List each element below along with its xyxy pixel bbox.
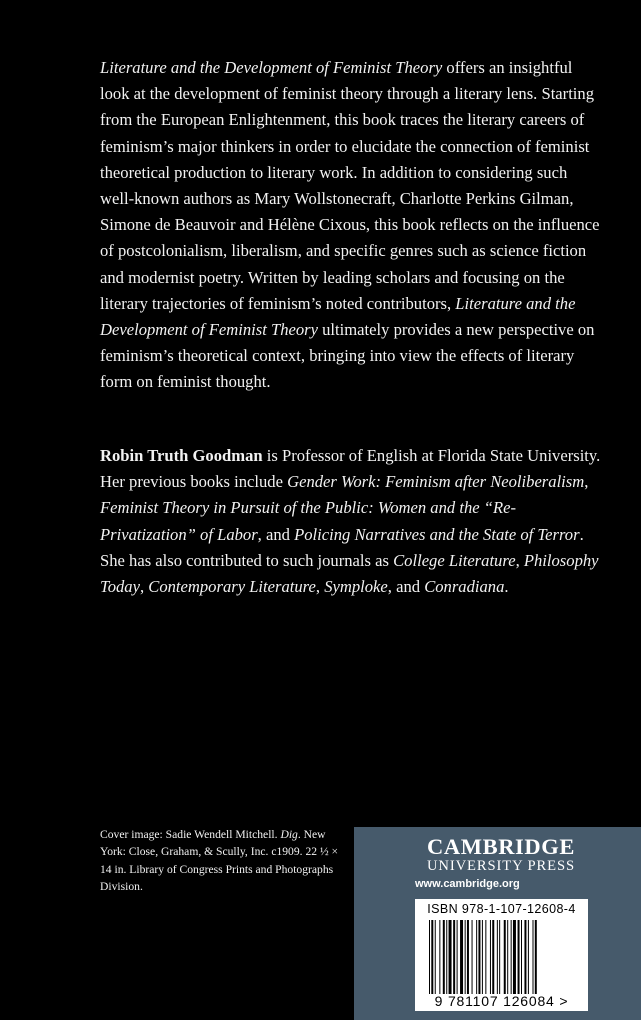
barcode-bar <box>482 920 483 994</box>
barcode-bar <box>467 920 469 994</box>
barcode-bar <box>457 920 458 994</box>
barcode-bar <box>504 920 506 994</box>
barcode-bar <box>492 920 494 994</box>
barcode-bar <box>449 920 452 994</box>
bio-text: , and <box>257 524 295 544</box>
barcode-digits: 9 781107 126084 > <box>434 993 569 1009</box>
barcode-bar <box>431 920 433 994</box>
journal-name: Philosophy Today <box>100 550 599 597</box>
barcode-bar <box>511 920 512 994</box>
barcode-bars <box>429 920 574 994</box>
barcode-bar <box>497 920 498 994</box>
barcode-bar <box>490 920 491 994</box>
description-text: offers an insightful look at the development of feminist theory through a literary lens. Starting from the European Enlightenment, this book traces the literary careers of feminism’s major thinkers in order to elucidate the connection of feminist theoretical production to literary work. In addition to considering such well-known authors as Mary Wollstonecraft, Charlotte Perkins Gilman, Simone de Beauvoir and Hélène Cixous, this book reflects on the influence of postcolonialism, liberalism, and specific genres such as science fiction and modernist poetry. Written by leading scholars and focusing on the literary trajectories of feminism’s noted contributors, <box>100 58 600 313</box>
barcode-bar <box>453 920 455 994</box>
barcode-bar <box>533 920 534 994</box>
barcode-bar <box>476 920 477 994</box>
credit-text: . New York: Close, Graham, & Scully, Inc. c1909. 22 ½ × 14 in. Library of Congress Prints and Photographs Division. <box>100 828 339 894</box>
isbn-label: ISBN 978-1-107-12608-4 <box>427 902 576 916</box>
bio-text: , <box>139 577 149 597</box>
bio-text: , and <box>387 577 425 597</box>
barcode-bar <box>528 920 529 994</box>
bio-text: , <box>515 550 524 570</box>
book-description <box>100 55 600 396</box>
artwork-title: Dig <box>280 828 298 841</box>
barcode-bar <box>478 920 480 994</box>
journal-name: Contemporary Literature <box>148 577 316 597</box>
barcode-bar <box>435 920 436 994</box>
barcode-bar <box>429 920 430 994</box>
publisher-name: CAMBRIDGE <box>427 834 575 859</box>
bio-text: . She has also contributed to such journals as <box>100 524 584 570</box>
credit-text: Cover image: Sadie Wendell Mitchell. <box>100 828 281 841</box>
barcode-bar <box>521 920 522 994</box>
book-title: Literature and the Development of Feminist Theory <box>100 293 576 340</box>
barcode-bar <box>439 920 440 994</box>
bio-text: is Professor of English at Florida State University. Her previous books include <box>100 446 601 492</box>
book-title: Literature and the Development of Feminist Theory <box>100 58 443 77</box>
bio-text: . <box>504 577 509 597</box>
publisher-url: www.cambridge.org <box>415 878 520 890</box>
barcode-bar <box>472 920 473 994</box>
barcode-bar <box>507 920 508 994</box>
barcode-bar <box>499 920 500 994</box>
previous-book: Gender Work: Feminism after Neoliberalism <box>287 472 585 492</box>
journal-name: Symploke <box>324 577 388 597</box>
previous-book: Feminist Theory in Pursuit of the Public: Women and the “Re-Privatization” of Labor <box>100 498 517 544</box>
bio-text: , <box>315 577 325 597</box>
barcode-bar <box>524 920 526 994</box>
bio-text: , <box>584 472 589 492</box>
barcode-bar <box>518 920 520 994</box>
journal-name: Conradiana <box>424 577 505 597</box>
author-bio <box>100 443 605 600</box>
barcode-bar <box>443 920 445 994</box>
barcode-bar <box>460 920 463 994</box>
publisher-subtitle: UNIVERSITY PRESS <box>426 858 576 874</box>
publisher-panel <box>354 827 641 1020</box>
description-text: ultimately provides a new perspective on feminism’s theoretical context, bringing into view the effects of literary form on feminist thought. <box>100 320 595 392</box>
journal-name: College Literature <box>393 550 516 570</box>
barcode-bar <box>485 920 486 994</box>
author-name: Robin Truth Goodman <box>100 446 263 465</box>
barcode <box>415 899 588 1011</box>
cover-image-credit <box>100 826 345 896</box>
barcode-bar <box>513 920 516 994</box>
barcode-bar <box>446 920 447 994</box>
barcode-bar <box>465 920 466 994</box>
barcode-bar <box>535 920 537 994</box>
previous-book: Policing Narratives and the State of Terror <box>294 524 580 544</box>
